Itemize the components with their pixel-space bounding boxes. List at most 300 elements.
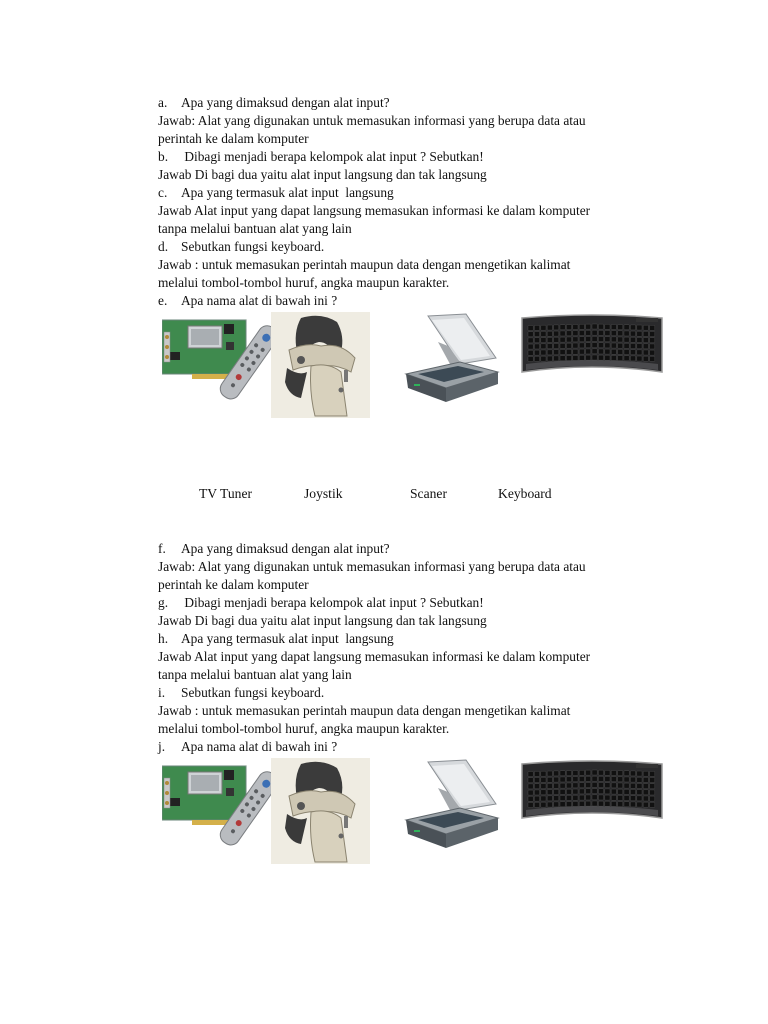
- keyboard-key: [637, 796, 642, 801]
- keyboard-key: [618, 777, 623, 782]
- keyboard-key: [541, 331, 546, 336]
- question-line: [158, 738, 658, 756]
- keyboard-key: [605, 331, 610, 336]
- answer-line: Jawab: Alat yang digunakan untuk memasukan informasi yang berupa data atau: [158, 559, 586, 574]
- keyboard-key: [650, 356, 655, 361]
- keyboard-key: [611, 337, 616, 342]
- keyboard-key: [586, 783, 591, 788]
- caption-joystick: Joystik: [304, 486, 343, 501]
- answer-line: melalui tombol-tombol huruf, angka maupun karakter.: [158, 721, 450, 736]
- keyboard-key: [547, 796, 552, 801]
- keyboard-key: [534, 356, 539, 361]
- keyboard-key: [598, 330, 603, 335]
- keyboard-key: [554, 783, 559, 788]
- keyboard-key: [566, 356, 571, 361]
- keyboard-key: [560, 802, 565, 807]
- keyboard-key: [605, 337, 610, 342]
- keyboard-key: [643, 338, 648, 343]
- keyboard-key: [611, 331, 616, 336]
- keyboard-key: [650, 778, 655, 783]
- keyboard-image: [518, 312, 666, 378]
- keyboard-key: [560, 771, 565, 776]
- joystick-image: [271, 758, 370, 864]
- keyboard-key: [547, 802, 552, 807]
- keyboard-key: [547, 350, 552, 355]
- question-line: [158, 94, 658, 112]
- keyboard-key: [624, 356, 629, 361]
- keyboard-key: [605, 324, 610, 329]
- keyboard-key: [579, 783, 584, 788]
- keyboard-key: [605, 783, 610, 788]
- keyboard-key: [637, 777, 642, 782]
- keyboard-key: [611, 324, 616, 329]
- keyboard-key: [528, 772, 533, 777]
- keyboard-key: [573, 789, 578, 794]
- keyboard-key: [611, 355, 616, 360]
- keyboard-key: [560, 343, 565, 348]
- keyboard-key: [554, 802, 559, 807]
- question-label: i.: [158, 685, 166, 700]
- keyboard-key: [605, 355, 610, 360]
- keyboard-key: [528, 790, 533, 795]
- keyboard-key: [554, 777, 559, 782]
- keyboard-key: [586, 343, 591, 348]
- question-block-1: [158, 94, 658, 310]
- keyboard-key: [560, 789, 565, 794]
- keyboard-key: [547, 777, 552, 782]
- keyboard-key: [618, 337, 623, 342]
- keyboard-key: [630, 777, 635, 782]
- keyboard-key: [611, 770, 616, 775]
- keyboard-key: [643, 771, 648, 776]
- keyboard-key: [618, 331, 623, 336]
- keyboard-key: [579, 324, 584, 329]
- keyboard-key: [534, 802, 539, 807]
- question-label: e.: [158, 293, 168, 308]
- keyboard-key: [592, 782, 597, 787]
- question-text: Dibagi menjadi berapa kelompok alat input ? Sebutkan!: [181, 595, 484, 610]
- keyboard-key: [586, 776, 591, 781]
- keyboard-key: [598, 795, 603, 800]
- keyboard-key: [560, 325, 565, 330]
- keyboard-key: [541, 344, 546, 349]
- keyboard-key: [547, 331, 552, 336]
- keyboard-key: [573, 349, 578, 354]
- question-line: [158, 540, 658, 558]
- keyboard-key: [573, 783, 578, 788]
- keyboard-key: [566, 802, 571, 807]
- keyboard-key: [605, 349, 610, 354]
- keyboard-key: [566, 783, 571, 788]
- keyboard-key: [650, 325, 655, 330]
- flatbed-scanner-image: [404, 312, 500, 404]
- keyboard-key: [643, 350, 648, 355]
- keyboard-key: [643, 331, 648, 336]
- keyboard-key: [598, 776, 603, 781]
- keyboard-key: [618, 343, 623, 348]
- keyboard-key: [541, 771, 546, 776]
- keyboard-key: [554, 356, 559, 361]
- keyboard-key: [566, 325, 571, 330]
- keyboard-key: [618, 783, 623, 788]
- keyboard-key: [637, 771, 642, 776]
- keyboard-key: [528, 778, 533, 783]
- keyboard-key: [592, 355, 597, 360]
- keyboard-key: [534, 796, 539, 801]
- keyboard-key: [534, 344, 539, 349]
- keyboard-key: [598, 324, 603, 329]
- keyboard-key: [618, 771, 623, 776]
- keyboard-image: [518, 758, 666, 824]
- keyboard-key: [528, 796, 533, 801]
- question-text: Apa yang dimaksud dengan alat input?: [181, 541, 390, 556]
- keyboard-key: [637, 344, 642, 349]
- keyboard-key: [598, 789, 603, 794]
- keyboard-key: [566, 777, 571, 782]
- keyboard-key: [598, 343, 603, 348]
- keyboard-key: [534, 784, 539, 789]
- keyboard-key: [643, 790, 648, 795]
- answer-line: Jawab: Alat yang digunakan untuk memasukan informasi yang berupa data atau: [158, 113, 586, 128]
- keyboard-key: [592, 789, 597, 794]
- keyboard-key: [579, 337, 584, 342]
- keyboard-key: [630, 350, 635, 355]
- keyboard-key: [554, 771, 559, 776]
- keyboard-key: [643, 777, 648, 782]
- caption-tv-tuner: TV Tuner: [199, 486, 253, 501]
- keyboard-key: [547, 344, 552, 349]
- flatbed-scanner-image: [404, 758, 500, 850]
- keyboard-key: [566, 331, 571, 336]
- question-text: Sebutkan fungsi keyboard.: [181, 685, 325, 700]
- keyboard-key: [624, 796, 629, 801]
- keyboard-key: [573, 355, 578, 360]
- answer-line: perintah ke dalam komputer: [158, 577, 309, 592]
- question-line: [158, 238, 658, 256]
- keyboard-key: [630, 771, 635, 776]
- keyboard-key: [579, 343, 584, 348]
- keyboard-key: [605, 789, 610, 794]
- keyboard-key: [618, 789, 623, 794]
- keyboard-key: [586, 789, 591, 794]
- answer-line: Jawab Alat input yang dapat langsung memasukan informasi ke dalam komputer: [158, 203, 591, 218]
- keyboard-key: [605, 777, 610, 782]
- keyboard-key: [534, 778, 539, 783]
- question-line: [158, 148, 658, 166]
- keyboard-key: [624, 325, 629, 330]
- keyboard-key: [592, 324, 597, 329]
- question-block-2: [158, 540, 658, 756]
- keyboard-key: [650, 350, 655, 355]
- keyboard-key: [573, 337, 578, 342]
- keyboard-key: [560, 350, 565, 355]
- keyboard-key: [592, 770, 597, 775]
- question-line: [158, 630, 658, 648]
- keyboard-key: [650, 338, 655, 343]
- keyboard-key: [624, 337, 629, 342]
- keyboard-key: [579, 789, 584, 794]
- question-label: h.: [158, 631, 169, 646]
- keyboard-key: [586, 330, 591, 335]
- keyboard-key: [554, 325, 559, 330]
- question-label: a.: [158, 95, 168, 110]
- keyboard-key: [605, 795, 610, 800]
- keyboard-key: [605, 801, 610, 806]
- keyboard-key: [534, 332, 539, 337]
- keyboard-key: [618, 795, 623, 800]
- keyboard-key: [541, 338, 546, 343]
- keyboard-key: [630, 802, 635, 807]
- question-line: [158, 184, 658, 202]
- keyboard-key: [586, 324, 591, 329]
- caption-scanner: Scaner: [410, 486, 447, 501]
- keyboard-key: [528, 784, 533, 789]
- keyboard-key: [528, 357, 533, 362]
- answer-line: melalui tombol-tombol huruf, angka maupun karakter.: [158, 275, 450, 290]
- keyboard-key: [624, 783, 629, 788]
- keyboard-key: [579, 777, 584, 782]
- keyboard-key: [573, 770, 578, 775]
- question-label: f.: [158, 541, 166, 556]
- question-text: Apa nama alat di bawah ini ?: [181, 293, 338, 308]
- keyboard-key: [547, 771, 552, 776]
- keyboard-key: [554, 790, 559, 795]
- keyboard-key: [566, 343, 571, 348]
- keyboard-key: [528, 338, 533, 343]
- question-label: g.: [158, 595, 169, 610]
- keyboard-key: [643, 802, 648, 807]
- keyboard-key: [598, 783, 603, 788]
- keyboard-key: [541, 802, 546, 807]
- keyboard-key: [586, 337, 591, 342]
- keyboard-key: [611, 795, 616, 800]
- keyboard-key: [560, 337, 565, 342]
- tv-tuner-card-with-remote-image: [162, 312, 272, 407]
- keyboard-key: [643, 356, 648, 361]
- keyboard-key: [624, 331, 629, 336]
- keyboard-key: [650, 344, 655, 349]
- keyboard-key: [618, 356, 623, 361]
- keyboard-key: [586, 349, 591, 354]
- keyboard-key: [611, 349, 616, 354]
- keyboard-key: [528, 332, 533, 337]
- keyboard-key: [624, 350, 629, 355]
- keyboard-key: [637, 331, 642, 336]
- keyboard-key: [611, 783, 616, 788]
- keyboard-key: [579, 795, 584, 800]
- keyboard-key: [534, 338, 539, 343]
- keyboard-key: [579, 801, 584, 806]
- question-text: Apa yang dimaksud dengan alat input?: [181, 95, 390, 110]
- keyboard-key: [579, 355, 584, 360]
- keyboard-key: [541, 796, 546, 801]
- keyboard-key: [637, 802, 642, 807]
- keyboard-key: [618, 802, 623, 807]
- keyboard-key: [547, 783, 552, 788]
- keyboard-key: [528, 344, 533, 349]
- keyboard-key: [560, 777, 565, 782]
- keyboard-key: [630, 344, 635, 349]
- device-images-row-2: [158, 758, 678, 868]
- keyboard-key: [650, 784, 655, 789]
- keyboard-key: [554, 337, 559, 342]
- keyboard-key: [573, 777, 578, 782]
- keyboard-key: [592, 776, 597, 781]
- answer-line: tanpa melalui bantuan alat yang lain: [158, 667, 352, 682]
- keyboard-key: [541, 356, 546, 361]
- keyboard-key: [547, 790, 552, 795]
- keyboard-key: [534, 790, 539, 795]
- keyboard-key: [637, 356, 642, 361]
- keyboard-key: [534, 350, 539, 355]
- keyboard-key: [541, 777, 546, 782]
- keyboard-key: [573, 331, 578, 336]
- keyboard-key: [541, 784, 546, 789]
- keyboard-key: [586, 801, 591, 806]
- question-label: d.: [158, 239, 169, 254]
- keyboard-key: [643, 784, 648, 789]
- keyboard-key: [630, 331, 635, 336]
- keyboard-key: [598, 337, 603, 342]
- question-text: Apa nama alat di bawah ini ?: [181, 739, 338, 754]
- keyboard-key: [554, 796, 559, 801]
- question-text: Apa yang termasuk alat input langsung: [181, 185, 394, 200]
- answer-line: perintah ke dalam komputer: [158, 131, 309, 146]
- keyboard-key: [560, 356, 565, 361]
- keyboard-key: [566, 337, 571, 342]
- keyboard-key: [586, 770, 591, 775]
- keyboard-key: [579, 770, 584, 775]
- keyboard-key: [650, 796, 655, 801]
- caption-keyboard: Keyboard: [498, 486, 552, 501]
- keyboard-key: [643, 796, 648, 801]
- keyboard-key: [573, 324, 578, 329]
- answer-line: tanpa melalui bantuan alat yang lain: [158, 221, 352, 236]
- keyboard-key: [592, 795, 597, 800]
- keyboard-key: [598, 349, 603, 354]
- keyboard-key: [637, 325, 642, 330]
- answer-line: Jawab Alat input yang dapat langsung memasukan informasi ke dalam komputer: [158, 649, 591, 664]
- keyboard-key: [586, 795, 591, 800]
- keyboard-key: [650, 771, 655, 776]
- keyboard-key: [566, 795, 571, 800]
- keyboard-key: [624, 777, 629, 782]
- question-text: Apa yang termasuk alat input langsung: [181, 631, 394, 646]
- keyboard-key: [630, 325, 635, 330]
- keyboard-key: [534, 325, 539, 330]
- keyboard-key: [630, 783, 635, 788]
- keyboard-key: [541, 350, 546, 355]
- keyboard-key: [592, 349, 597, 354]
- question-label: c.: [158, 185, 168, 200]
- keyboard-key: [547, 337, 552, 342]
- question-line: [158, 594, 658, 612]
- keyboard-key: [547, 325, 552, 330]
- keyboard-key: [586, 355, 591, 360]
- joystick-image: [271, 312, 370, 418]
- keyboard-key: [650, 802, 655, 807]
- keyboard-key: [554, 350, 559, 355]
- keyboard-key: [611, 343, 616, 348]
- question-text: Dibagi menjadi berapa kelompok alat input ? Sebutkan!: [181, 149, 484, 164]
- keyboard-key: [566, 771, 571, 776]
- keyboard-key: [624, 771, 629, 776]
- answer-line: Jawab : untuk memasukan perintah maupun data dengan mengetikan kalimat: [158, 257, 571, 272]
- keyboard-key: [630, 790, 635, 795]
- keyboard-key: [637, 350, 642, 355]
- keyboard-key: [598, 770, 603, 775]
- tv-tuner-card-with-remote-image: [162, 758, 272, 853]
- keyboard-key: [650, 332, 655, 337]
- keyboard-key: [547, 356, 552, 361]
- keyboard-key: [650, 790, 655, 795]
- question-label: b.: [158, 149, 169, 164]
- keyboard-key: [560, 796, 565, 801]
- question-label: j.: [158, 739, 166, 754]
- keyboard-key: [643, 325, 648, 330]
- keyboard-key: [534, 771, 539, 776]
- keyboard-key: [630, 337, 635, 342]
- keyboard-key: [554, 344, 559, 349]
- keyboard-key: [566, 349, 571, 354]
- keyboard-key: [579, 331, 584, 336]
- keyboard-key: [624, 789, 629, 794]
- keyboard-key: [592, 336, 597, 341]
- keyboard-key: [560, 783, 565, 788]
- keyboard-key: [566, 789, 571, 794]
- answer-line: Jawab Di bagi dua yaitu alat input langsung dan tak langsung: [158, 167, 487, 182]
- keyboard-key: [611, 789, 616, 794]
- question-line: [158, 292, 658, 310]
- keyboard-key: [579, 349, 584, 354]
- keyboard-key: [605, 343, 610, 348]
- keyboard-key: [618, 349, 623, 354]
- keyboard-key: [592, 343, 597, 348]
- keyboard-key: [598, 355, 603, 360]
- keyboard-key: [637, 790, 642, 795]
- keyboard-key: [618, 325, 623, 330]
- device-captions: [0, 486, 768, 504]
- keyboard-key: [592, 330, 597, 335]
- keyboard-key: [630, 356, 635, 361]
- keyboard-key: [605, 770, 610, 775]
- keyboard-key: [541, 325, 546, 330]
- keyboard-key: [573, 795, 578, 800]
- answer-line: Jawab Di bagi dua yaitu alat input langsung dan tak langsung: [158, 613, 487, 628]
- keyboard-key: [630, 796, 635, 801]
- keyboard-key: [637, 337, 642, 342]
- keyboard-key: [592, 801, 597, 806]
- keyboard-key: [528, 803, 533, 808]
- keyboard-key: [560, 331, 565, 336]
- keyboard-key: [624, 802, 629, 807]
- keyboard-key: [598, 801, 603, 806]
- keyboard-key: [624, 343, 629, 348]
- keyboard-key: [611, 801, 616, 806]
- keyboard-key: [611, 777, 616, 782]
- keyboard-key: [637, 783, 642, 788]
- keyboard-key: [573, 801, 578, 806]
- keyboard-key: [541, 790, 546, 795]
- keyboard-key: [528, 326, 533, 331]
- question-line: [158, 684, 658, 702]
- answer-line: Jawab : untuk memasukan perintah maupun data dengan mengetikan kalimat: [158, 703, 571, 718]
- question-text: Sebutkan fungsi keyboard.: [181, 239, 325, 254]
- keyboard-key: [554, 331, 559, 336]
- keyboard-key: [573, 343, 578, 348]
- keyboard-key: [643, 344, 648, 349]
- device-images-row-1: [158, 312, 678, 422]
